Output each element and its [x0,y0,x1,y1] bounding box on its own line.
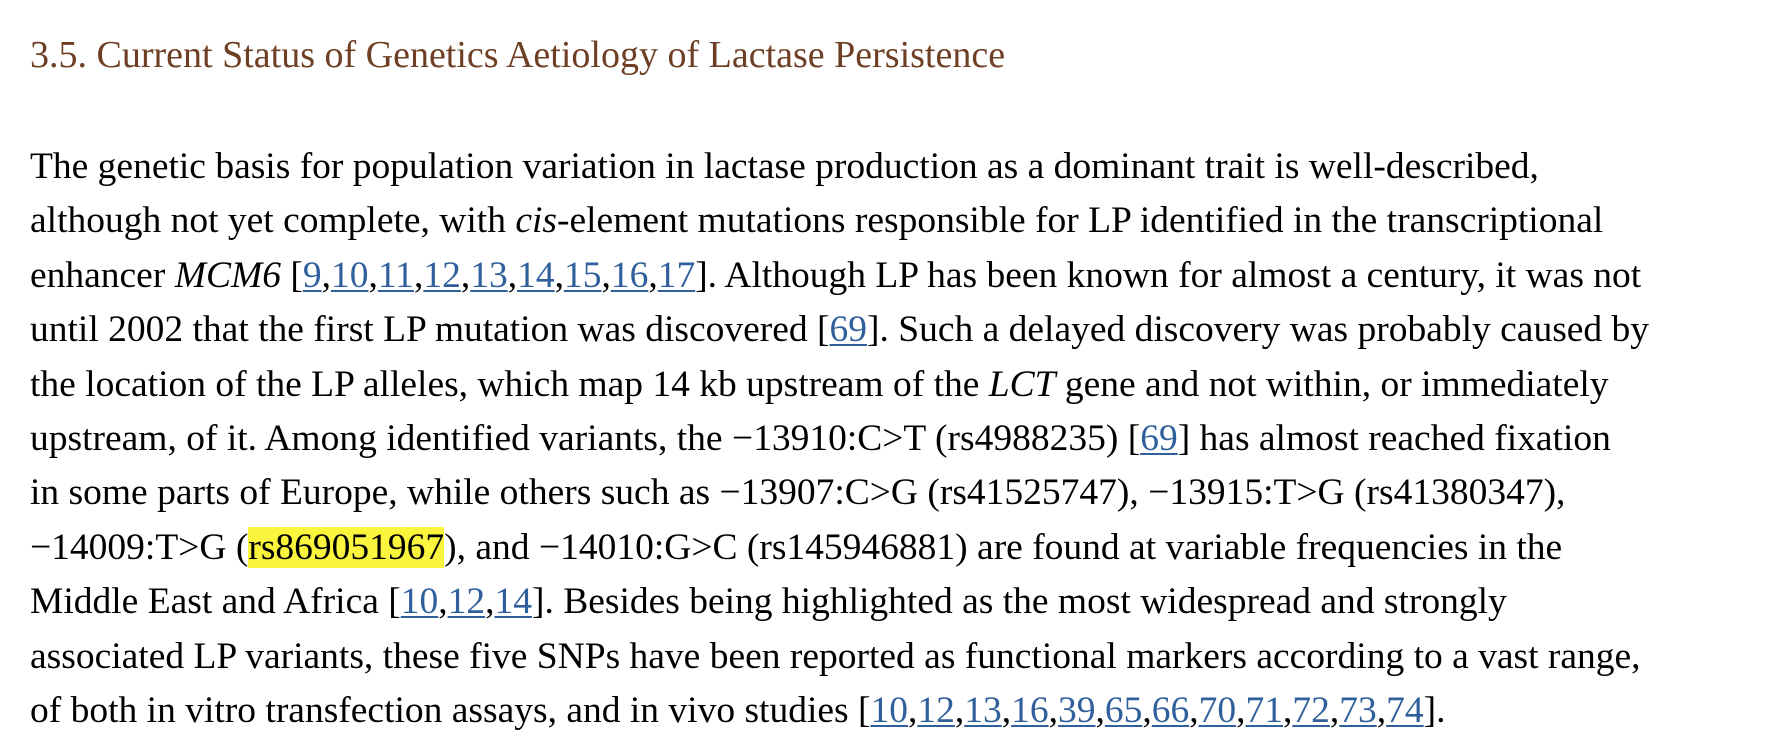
text-run: The genetic basis for population variation in lactase production as a dominant trait is well-described, [30,146,1539,187]
text-run: ]. Besides being highlighted as the most widespread and strongly [531,581,1507,623]
citation-link[interactable]: 13 [964,690,1002,732]
citation-link[interactable]: 12 [917,690,955,732]
citation-link[interactable]: 16 [1011,690,1049,732]
citation-link[interactable]: 69 [1140,418,1178,460]
text-run: enhancer [30,254,175,296]
cis-term: cis [515,200,557,242]
text-line [30,466,1760,520]
text-line [30,303,1760,357]
text-run: the location of the LP alleles, which map 14 kb upstream of the [30,363,989,405]
text-run: ] has almost reached fixation [1177,418,1611,460]
text-run: although not yet complete, with [30,200,516,242]
text-run: associated LP variants, these five SNPs have been reported as functional markers according to a vast range, [30,635,1641,677]
text-run: -element mutations responsible for LP identified in the transcriptional [557,200,1604,242]
citation-link[interactable]: 72 [1292,690,1330,732]
text-run: ]. [1423,690,1446,732]
text-run: ]. Although LP has been known for almost a century, it was not [695,254,1642,296]
text-line [30,194,1760,248]
citation-link[interactable]: 9 [302,254,322,296]
text-line [30,684,1760,738]
citation-link[interactable]: 12 [447,581,486,623]
citation-link[interactable]: 10 [870,690,908,732]
citation-link[interactable]: 13 [470,254,508,296]
text-line [30,358,1760,412]
citation-link[interactable]: 69 [829,309,868,351]
text-run: of both in vitro transfection assays, and in vivo studies [ [30,690,871,732]
citation-link[interactable]: 16 [610,254,649,296]
highlighted-variant: rs869051967 [248,526,445,568]
text-run: −14009:T>G ( [30,526,249,568]
text-line [30,630,1760,684]
text-line [30,521,1760,575]
text-run: ]. Such a delayed discovery was probably caused by [867,309,1650,351]
citation-link[interactable]: 15 [563,254,602,296]
text-run: in some parts of Europe, while others such as −13907:C>G (rs41525747), −13915:T>G (rs41380347), [30,472,1566,514]
section-heading: 3.5. Current Status of Genetics Aetiology of Lactase Persistence [30,34,1006,76]
citation-link[interactable]: 71 [1245,690,1283,732]
citation-link[interactable]: 11 [377,254,414,296]
citation-link[interactable]: 66 [1151,690,1190,732]
citation-group-rs4988235 [1140,418,1178,459]
citation-group-middle-east: 10,12,14 [400,581,532,623]
text-line [30,412,1760,466]
body-paragraph [30,140,1760,738]
text-line [30,575,1760,629]
citation-link[interactable]: 14 [517,254,555,296]
citation-link[interactable]: 73 [1339,690,1377,732]
text-run: gene and not within, or immediately [1055,363,1609,405]
text-run: until 2002 that the first LP mutation was discovered [ [30,309,830,351]
citation-link[interactable]: 10 [400,581,439,623]
citation-group-mcm6: 9,10,11,12,13,14,15,16,17 [302,254,696,296]
text-line [30,140,1760,194]
gene-lct: LCT [988,363,1056,405]
citation-link[interactable]: 12 [423,254,461,296]
gene-mcm6: MCM6 [174,254,281,296]
citation-group-discovery [830,309,868,350]
text-run: Middle East and Africa [ [30,581,401,623]
citation-link[interactable]: 74 [1386,690,1424,732]
citation-link[interactable]: 14 [494,581,532,623]
citation-link[interactable]: 10 [330,254,369,296]
citation-link[interactable]: 17 [657,254,696,296]
citation-link[interactable]: 65 [1104,690,1143,732]
text-run: upstream, of it. Among identified variants, the −13910:C>T (rs4988235) [ [30,418,1141,460]
citation-link[interactable]: 70 [1198,690,1237,732]
citation-link[interactable]: 39 [1058,690,1096,732]
citation-group-functional: 10,12,13,16,39,65,66,70,71,72,73,74 [870,690,1424,732]
text-run: ), and −14010:G>C (rs145946881) are found at variable frequencies in the [444,526,1563,568]
text-line: enhancer MCM6 [9,10,11,12,13,14,15,16,17]. Although LP has been known for almost a century, it was not [30,254,1642,296]
